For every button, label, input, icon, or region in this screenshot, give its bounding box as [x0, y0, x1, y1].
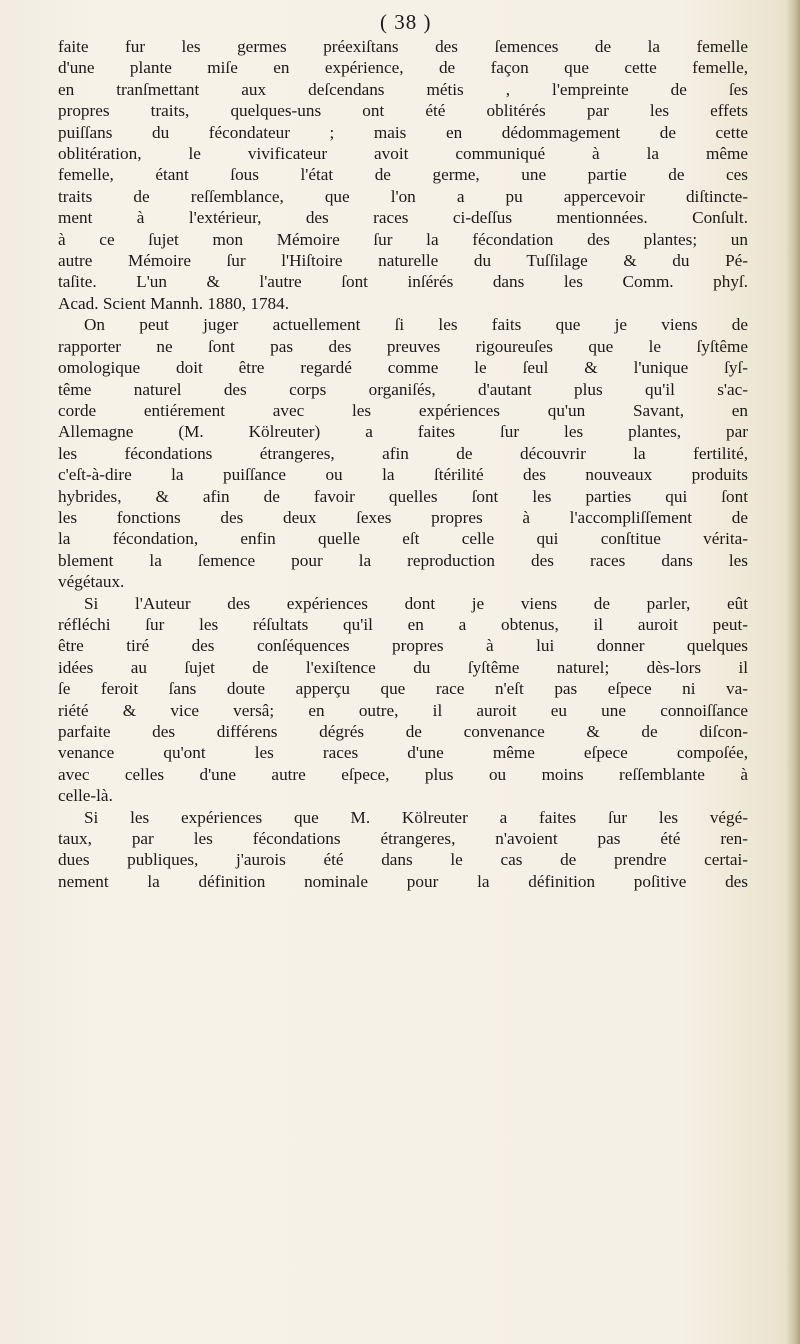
- text-line: puiſſans du fécondateur ; mais en dédommagement de cette: [58, 122, 748, 142]
- text-line: taux, par les fécondations étrangeres, n'avoient pas été ren-: [58, 829, 748, 849]
- text-line: taſite. L'un & l'autre ſont inſérés dans les Comm. phyſ.: [58, 272, 748, 292]
- text-line: corde entiérement avec les expériences qu'un Savant, en: [58, 400, 748, 420]
- text-line: rapporter ne ſont pas des preuves rigoureuſes que le ſyſtême: [58, 336, 748, 356]
- text-line: faite fur les germes préexiſtans des ſemences de la femelle: [58, 37, 748, 56]
- text-line: parfaite des différens dégrés de convenance & de diſcon-: [58, 722, 748, 741]
- text-line: nement la définition nominale pour la définition poſitive des: [58, 871, 748, 891]
- text-line: Acad. Scient Mannh. 1880, 1784.: [58, 293, 290, 313]
- text-line: idées au ſujet de l'exiſtence du ſyſtême naturel; dès-lors il: [58, 657, 748, 677]
- text-line: Si les expériences que M. Kölreuter a faites ſur les végé-: [84, 807, 748, 827]
- text-line: ment à l'extérieur, des races ci-deſſus mentionnées. Conſult.: [58, 208, 748, 228]
- text-line: autre Mémoire ſur l'Hiſtoire naturelle du Tuſſilage & du Pé-: [58, 251, 748, 271]
- text-line: à ce ſujet mon Mémoire ſur la fécondation des plantes; un: [58, 229, 748, 249]
- text-line: dues publiques, j'aurois été dans le cas de prendre certai-: [58, 850, 748, 870]
- page-edge-shadow: [786, 0, 800, 1344]
- text-line: les fécondations étrangeres, afin de découvrir la fertilité,: [58, 443, 748, 463]
- text-line: d'une plante miſe en expérience, de façon que cette femelle,: [58, 58, 748, 78]
- text-line: blement la ſemence pour la reproduction des races dans les: [58, 550, 748, 570]
- text-line: omologique doit être regardé comme le ſeul & l'unique ſyſ-: [58, 358, 748, 378]
- text-line: la fécondation, enfin quelle eſt celle qui conſtitue vérita-: [58, 529, 748, 549]
- page-number: ( 38 ): [380, 10, 432, 34]
- text-line: riété & vice versâ; en outre, il auroit eu une connoiſſance: [58, 700, 748, 720]
- text-line: venance qu'ont les races d'une même eſpece compoſée,: [58, 743, 748, 763]
- text-line: réfléchi ſur les réſultats qu'il en a obtenus, il auroit peut-: [58, 614, 748, 634]
- body-text: [58, 36, 748, 892]
- text-line: être tiré des conſéquences propres à lui donner quelques: [58, 636, 748, 656]
- text-line: On peut juger actuellement ſi les faits que je viens de: [84, 315, 748, 335]
- text-line: tême naturel des corps organiſés, d'autant plus qu'il s'ac-: [58, 379, 748, 399]
- text-line: traits de reſſemblance, que l'on a pu appercevoir diſtincte-: [58, 186, 748, 206]
- text-line: femelle, étant ſous l'état de germe, une partie de ces: [58, 165, 748, 185]
- text-line: ſe feroit ſans doute apperçu que race n'eſt pas eſpece ni va-: [58, 679, 748, 699]
- text-line: végétaux.: [58, 572, 125, 592]
- text-line: les fonctions des deux ſexes propres à l'accompliſſement de: [58, 507, 748, 527]
- text-line: Allemagne (M. Kölreuter) a faites ſur les plantes, par: [58, 422, 748, 442]
- text-line: celle-là.: [58, 786, 113, 806]
- text-line: hybrides, & afin de favoir quelles ſont les parties qui ſont: [58, 486, 748, 506]
- text-line: Si l'Auteur des expériences dont je viens de parler, eût: [84, 593, 748, 613]
- text-line: c'eſt-à-dire la puiſſance ou la ſtérilité des nouveaux produits: [58, 465, 748, 485]
- text-line: avec celles d'une autre eſpece, plus ou moins reſſemblante à: [58, 764, 748, 784]
- text-line: propres traits, quelques-uns ont été oblitérés par les effets: [58, 101, 748, 121]
- text-line: en tranſmettant aux deſcendans métis , l'empreinte de ſes: [58, 79, 748, 99]
- text-line: oblitération, le vivificateur avoit communiqué à la même: [58, 144, 748, 164]
